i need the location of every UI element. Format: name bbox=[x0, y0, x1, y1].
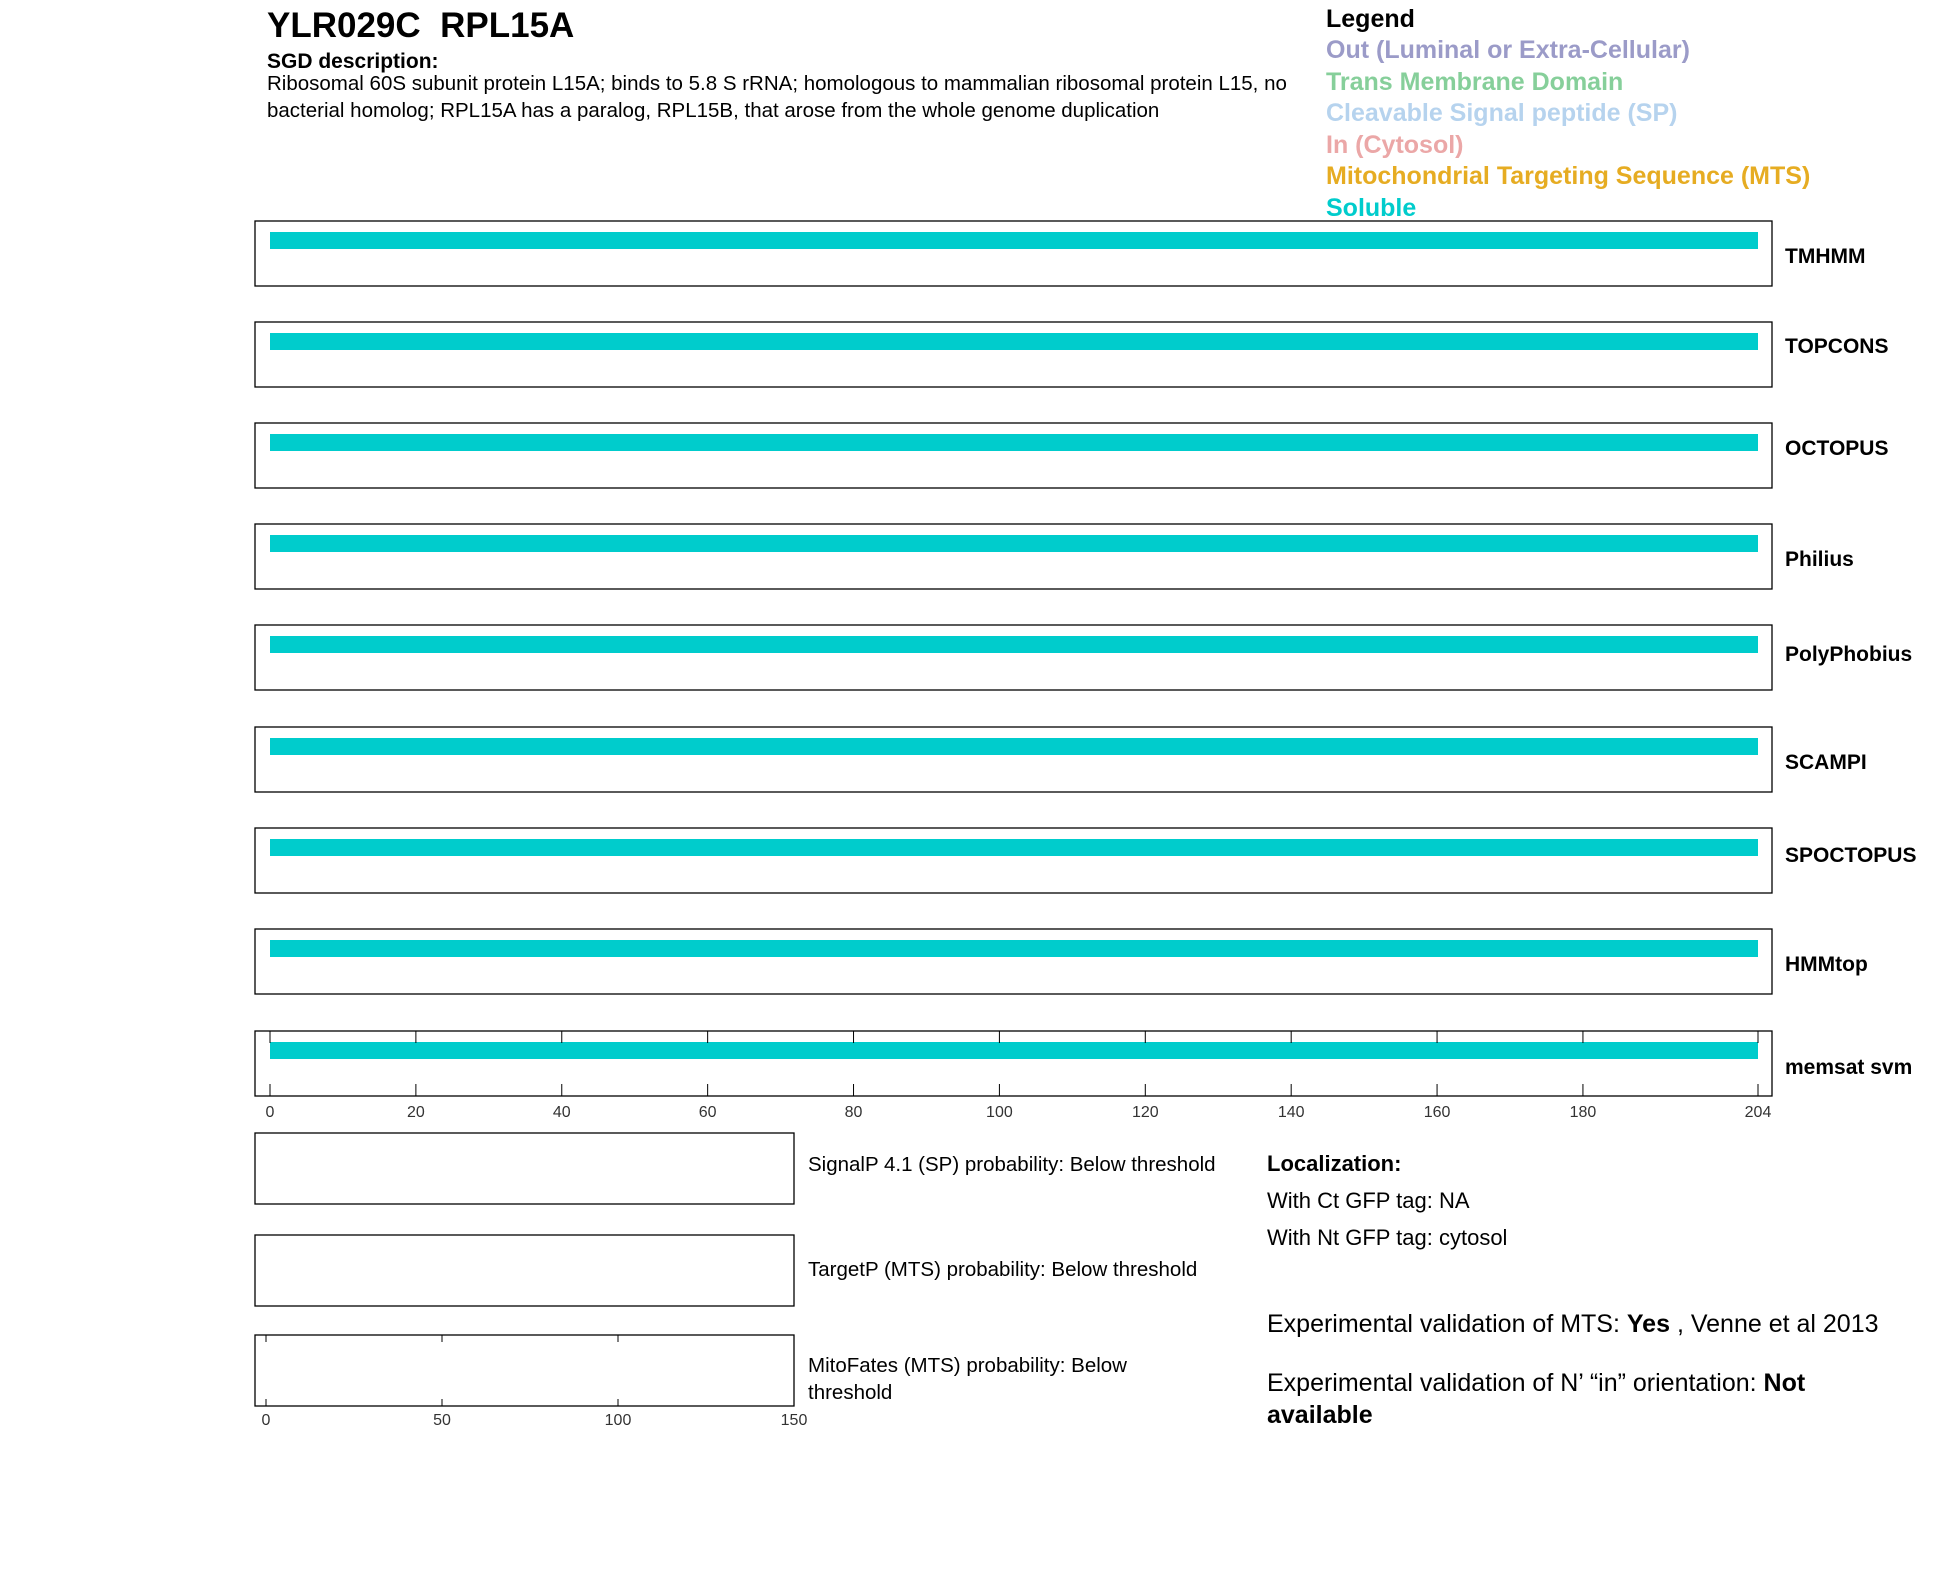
mts-validation-prefix: Experimental validation of MTS: bbox=[1267, 1310, 1627, 1338]
legend-title: Legend bbox=[1326, 5, 1415, 33]
track-label: memsat svm bbox=[1785, 1056, 1913, 1079]
legend-item-mts: Mitochondrial Targeting Sequence (MTS) bbox=[1326, 162, 1811, 190]
soluble-segment bbox=[270, 232, 1758, 249]
track-label: HMMtop bbox=[1785, 953, 1868, 976]
track-frame bbox=[255, 727, 1772, 792]
soluble-segment bbox=[270, 839, 1758, 856]
track-label: OCTOPUS bbox=[1785, 437, 1889, 460]
x-tick-label: 20 bbox=[406, 1104, 425, 1121]
track-label: TOPCONS bbox=[1785, 335, 1889, 358]
track-frame bbox=[255, 322, 1772, 387]
track-frame bbox=[255, 625, 1772, 690]
x-tick-label: 204 bbox=[1744, 1104, 1772, 1121]
legend-item-in: In (Cytosol) bbox=[1326, 130, 1464, 159]
track-frame bbox=[255, 524, 1772, 589]
track-frame bbox=[255, 929, 1772, 994]
track-frame bbox=[255, 1031, 1772, 1096]
gene-name: RPL15A bbox=[440, 6, 575, 45]
legend-item-out: Out (Luminal or Extra-Cellular) bbox=[1326, 36, 1690, 64]
probability-panels bbox=[255, 1133, 807, 1429]
soluble-segment bbox=[270, 738, 1758, 755]
probability-frame bbox=[255, 1133, 794, 1204]
legend-item-tm: Trans Membrane Domain bbox=[1326, 67, 1624, 96]
sgd-description: Ribosomal 60S subunit protein L15A; binds to 5.8 S rRNA; homologous to mammalian ribosomal protein L15, no bacterial homolog; RPL15A has a paralog, RPL15B, that arose from the whole genome duplication bbox=[267, 72, 1287, 122]
x-tick-label: 60 bbox=[698, 1104, 717, 1121]
legend bbox=[1326, 3, 1810, 224]
prob-x-tick-label: 50 bbox=[433, 1412, 451, 1429]
track-label: SCAMPI bbox=[1785, 751, 1867, 774]
x-tick-label: 80 bbox=[844, 1104, 863, 1121]
prob-x-tick-label: 0 bbox=[261, 1412, 271, 1429]
track-label: PolyPhobius bbox=[1785, 643, 1913, 666]
targetp-label: TargetP (MTS) probability: Below threshold bbox=[808, 1258, 1198, 1281]
signalp-label: SignalP 4.1 (SP) probability: Below threshold bbox=[808, 1153, 1216, 1176]
x-tick-label: 160 bbox=[1423, 1104, 1451, 1121]
x-tick-label: 180 bbox=[1569, 1104, 1597, 1121]
track-label: Philius bbox=[1785, 548, 1854, 571]
soluble-segment bbox=[270, 940, 1758, 957]
nin-validation-prefix: Experimental validation of N’ “in” orientation: bbox=[1267, 1369, 1764, 1397]
legend-item-soluble: Soluble bbox=[1326, 193, 1417, 222]
x-tick-label: 40 bbox=[552, 1104, 571, 1121]
probability-frame bbox=[255, 1235, 794, 1306]
soluble-segment bbox=[270, 535, 1758, 552]
topology-tracks bbox=[255, 221, 1916, 1121]
x-tick-label: 120 bbox=[1131, 1104, 1159, 1121]
soluble-segment bbox=[270, 1042, 1758, 1059]
legend-item-sp: Cleavable Signal peptide (SP) bbox=[1326, 99, 1678, 127]
track-label: SPOCTOPUS bbox=[1785, 844, 1917, 867]
localization-ct-gfp: With Ct GFP tag: NA bbox=[1267, 1188, 1470, 1213]
x-tick-label: 100 bbox=[986, 1104, 1013, 1121]
track-frame bbox=[255, 221, 1772, 286]
localization-nt-gfp: With Nt GFP tag: cytosol bbox=[1267, 1225, 1508, 1250]
soluble-segment bbox=[270, 636, 1758, 653]
nin-validation-value: Not available bbox=[1267, 1369, 1806, 1429]
sgd-label: SGD description: bbox=[267, 50, 439, 73]
mitofates-label: MitoFates (MTS) probability: Below threshold bbox=[808, 1354, 1127, 1404]
track-label: TMHMM bbox=[1785, 245, 1866, 268]
mts-validation-value: Yes bbox=[1626, 1310, 1670, 1338]
soluble-segment bbox=[270, 333, 1758, 350]
prob-x-tick-label: 100 bbox=[604, 1412, 632, 1429]
track-frame bbox=[255, 423, 1772, 488]
soluble-segment bbox=[270, 434, 1758, 451]
localization-title: Localization: bbox=[1267, 1151, 1402, 1176]
track-frame bbox=[255, 828, 1772, 893]
mts-validation-suffix: , Venne et al 2013 bbox=[1670, 1310, 1879, 1338]
probability-frame bbox=[255, 1335, 794, 1406]
x-tick-label: 140 bbox=[1277, 1104, 1305, 1121]
gene-id: YLR029C bbox=[267, 6, 421, 45]
page-title bbox=[267, 6, 574, 46]
nin-validation bbox=[1267, 1367, 1907, 1431]
x-tick-label: 0 bbox=[265, 1104, 275, 1121]
prob-x-tick-label: 150 bbox=[780, 1412, 808, 1429]
mts-validation bbox=[1267, 1308, 1907, 1340]
